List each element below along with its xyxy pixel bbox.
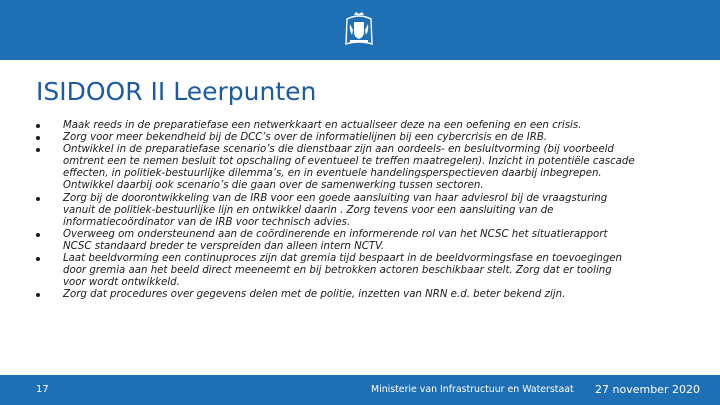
bullet-text: Zorg bij de doorontwikkeling van de IRB voor een goede aansluiting van haar adviesrol bij de vraagsturing vanuit de politiek-bestuurlijke lijn en ontwikkel daarin . Zorg tevens voor een aansluiting van de informatiecoördinator van de IRB voor technisch advies. xyxy=(63,192,608,228)
bullet-text: Zorg dat procedures over gegevens delen met de politie, inzetten van NRN e.d. beter bekend zijn. xyxy=(63,289,566,301)
bullet-item xyxy=(36,289,636,301)
bullet-item xyxy=(36,120,636,132)
slide-title: ISIDOOR II Leerpunten xyxy=(36,77,317,106)
coat-of-arms-icon xyxy=(341,10,377,48)
bullet-dot-icon xyxy=(36,136,40,140)
bullet-text: Maak reeds in de preparatiefase een netwerkkaart en actualiseer deze na een oefening en een crisis. xyxy=(63,120,582,131)
bullet-item xyxy=(36,144,636,192)
bullet-dot-icon xyxy=(36,257,40,261)
bullet-item xyxy=(36,193,636,229)
bullet-dot-icon xyxy=(36,197,40,201)
bullet-dot-icon xyxy=(36,293,40,297)
bullet-dot-icon xyxy=(36,233,40,237)
bullet-text: Overweeg om ondersteunend aan de coördinerende en informerende rol van het NCSC het situatierapport NCSC standaard breder te verspreiden dan alleen intern NCTV. xyxy=(63,228,608,252)
bullet-dot-icon xyxy=(36,124,40,128)
bullet-list xyxy=(36,120,636,301)
bullet-item xyxy=(36,132,636,144)
slide-date: 27 november 2020 xyxy=(595,383,700,396)
footer-bar xyxy=(0,375,720,405)
page-number: 17 xyxy=(36,384,49,395)
bullet-dot-icon xyxy=(36,148,40,152)
ministry-name: Ministerie van Infrastructuur en Waterstaat xyxy=(371,384,574,395)
header-bar xyxy=(0,0,720,60)
bullet-text: Zorg voor meer bekendheid bij de DCC’s over de informatielijnen bij een cybercrisis en de IRB. xyxy=(63,132,548,144)
bullet-item xyxy=(36,229,636,253)
bullet-item xyxy=(36,253,636,289)
bullet-text: Laat beeldvorming een continuproces zijn dat gremia tijd bespaart in de beeldvormingsfase en toevoegingen door gremia aan het beeld direct meeneemt en bij betrokken actoren beschikbaar stelt. Zorg dat er tooling voor wordt ontwikkeld. xyxy=(63,253,623,289)
bullet-text: Ontwikkel in de preparatiefase scenario’s die dienstbaar zijn aan oordeels- en besluitvorming (bij voorbeeld omtrent een te nemen besluit tot opschaling of eventueel te treffen maatregelen). Inzicht in potentiële cascade effecten, in politiek-bestuurlijke dilemma’s, en in eventuele handelingsperspectieven daarbij inbegrepen. Ontwikkel daarbij ook scenario’s die gaan over de samenwerking tussen sectoren. xyxy=(63,144,635,192)
